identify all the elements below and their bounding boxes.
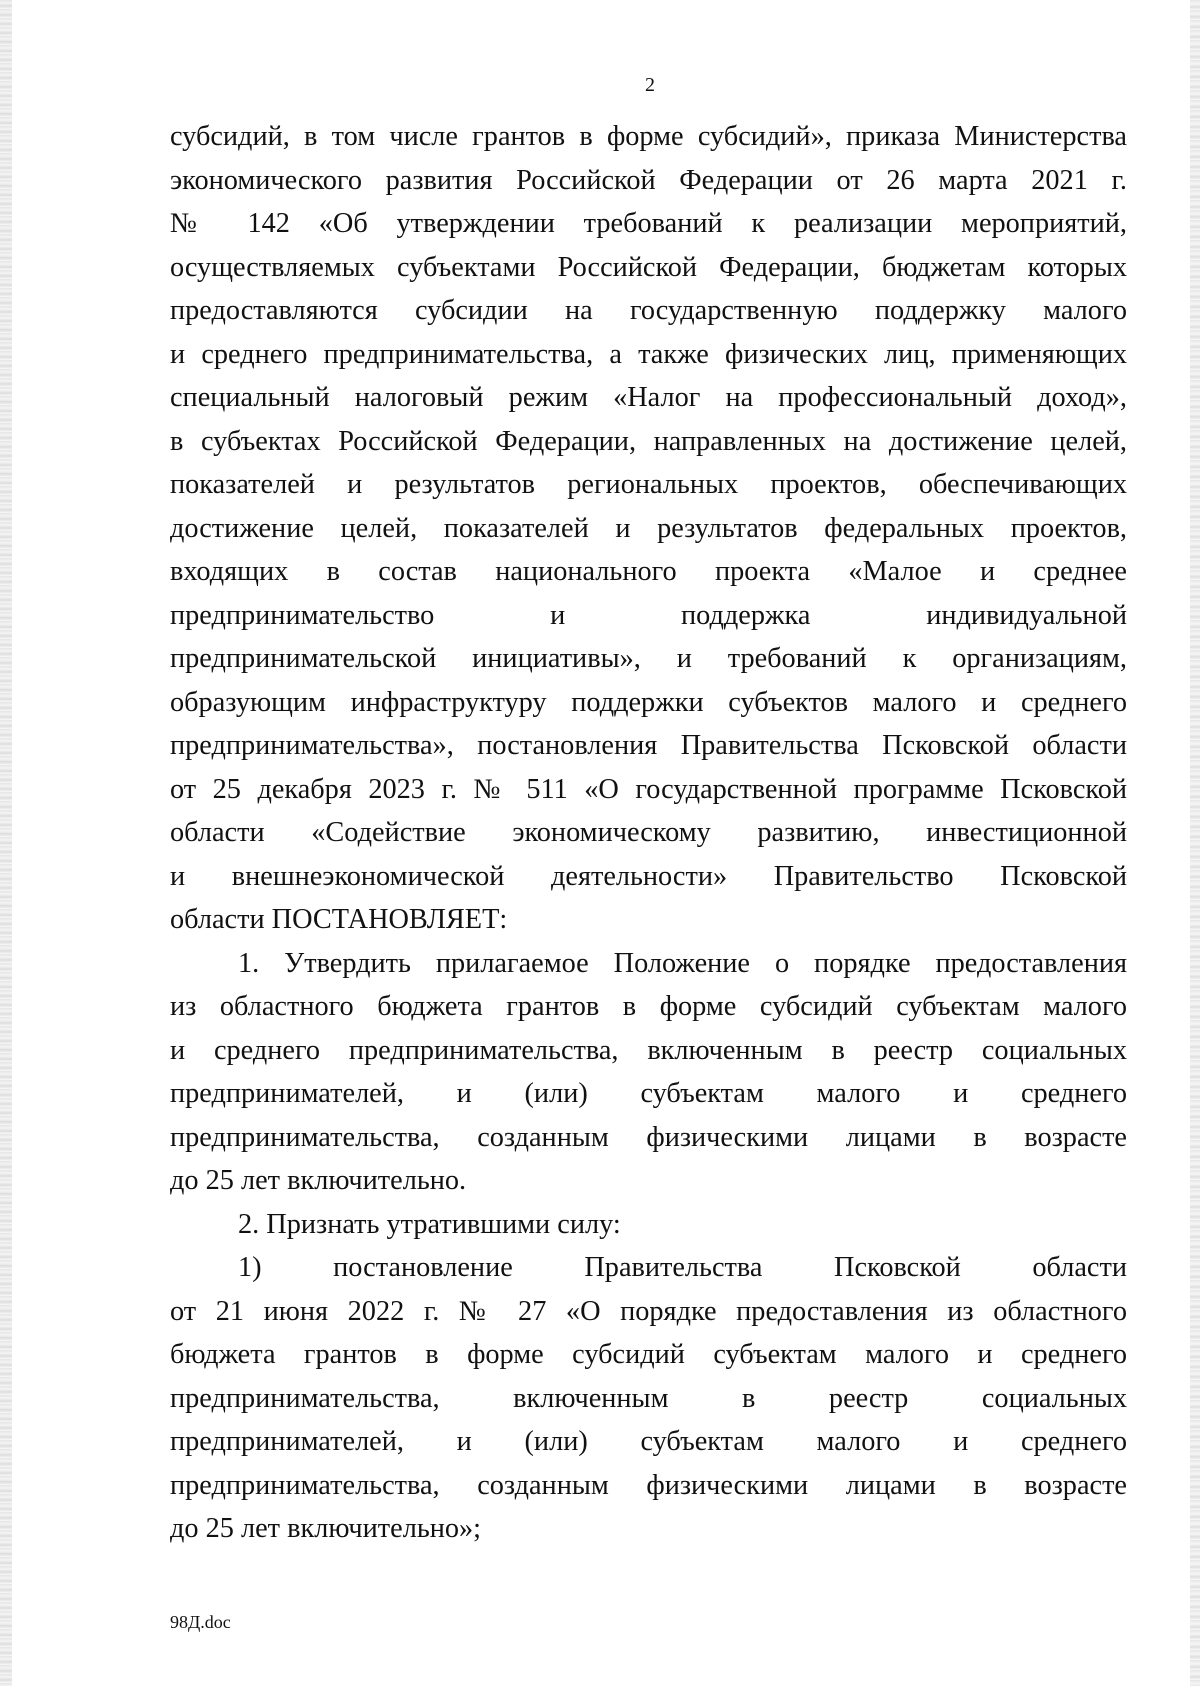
text-line: входящих в состав национального проекта «Малое и среднее <box>170 556 1127 587</box>
text-line: и внешнеэкономической деятельности» Правительство Псковской <box>170 860 1127 892</box>
text-line: из областного бюджета грантов в форме субсидий субъектам малого <box>170 991 1127 1022</box>
text-line: предпринимательства», постановления Правительства Псковской области <box>170 730 1127 761</box>
text-line: осуществляемых субъектами Российской Федерации, бюджетам которых <box>170 251 1127 283</box>
paragraph <box>170 115 1127 942</box>
text-line: предпринимательства, созданным физическими лицами в возрасте <box>170 1121 1127 1153</box>
text-line: предпринимателей, и (или) субъектам малого и среднего <box>170 1426 1127 1457</box>
page-number: 2 <box>645 74 655 96</box>
scan-edge-left <box>0 0 12 1686</box>
text-line: предпринимателей, и (или) субъектам малого и среднего <box>170 1078 1127 1109</box>
text-line: предпринимательства, включенным в реестр социальных <box>170 1382 1127 1414</box>
text-line: области «Содействие экономическому развитию, инвестиционной <box>170 817 1127 848</box>
text-line: бюджета грантов в форме субсидий субъектам малого и среднего <box>170 1339 1127 1370</box>
text-line: экономического развития Российской Федерации от 26 марта 2021 г. <box>170 164 1127 196</box>
paragraph <box>170 942 1127 1203</box>
document-body <box>170 115 1127 1551</box>
paragraph <box>170 1246 1127 1551</box>
text-line: от 21 июня 2022 г. № 27 «О порядке предоставления из областного <box>170 1295 1127 1327</box>
text-line: и среднего предпринимательства, включенным в реестр социальных <box>170 1034 1127 1066</box>
text-line: показателей и результатов региональных проектов, обеспечивающих <box>170 469 1127 500</box>
footer-file-code: 98Д.doc <box>170 1612 231 1632</box>
text-line: и среднего предпринимательства, а также физических лиц, применяющих <box>170 338 1127 370</box>
text-line: достижение целей, показателей и результатов федеральных проектов, <box>170 512 1127 544</box>
text-line: 2. Признать утратившими силу: <box>238 1208 621 1240</box>
text-line: предпринимательство и поддержка индивидуальной <box>170 599 1127 631</box>
text-line: № 142 «Об утверждении требований к реализации мероприятий, <box>170 208 1127 239</box>
text-line: предпринимательства, созданным физическими лицами в возрасте <box>170 1469 1127 1501</box>
text-line: до 25 лет включительно. <box>170 1165 467 1196</box>
paragraph <box>170 1203 1127 1247</box>
text-line: образующим инфраструктуру поддержки субъектов малого и среднего <box>170 686 1127 718</box>
text-line: области ПОСТАНОВЛЯЕТ: <box>170 904 508 935</box>
text-line: специальный налоговый режим «Налог на профессиональный доход», <box>170 382 1127 413</box>
text-line: до 25 лет включительно»; <box>170 1513 482 1544</box>
scan-edge-right <box>1190 0 1200 1686</box>
text-line: 1) постановление Правительства Псковской области <box>238 1252 1127 1283</box>
text-line: 1. Утвердить прилагаемое Положение о порядке предоставления <box>238 947 1127 979</box>
text-line: предоставляются субсидии на государственную поддержку малого <box>170 295 1127 326</box>
text-line: предпринимательской инициативы», и требований к организациям, <box>170 643 1127 674</box>
text-line: от 25 декабря 2023 г. № 511 «О государственной программе Псковской <box>170 773 1127 805</box>
text-line: в субъектах Российской Федерации, направленных на достижение целей, <box>170 425 1127 457</box>
text-line: субсидий, в том числе грантов в форме субсидий», приказа Министерства <box>170 121 1127 152</box>
